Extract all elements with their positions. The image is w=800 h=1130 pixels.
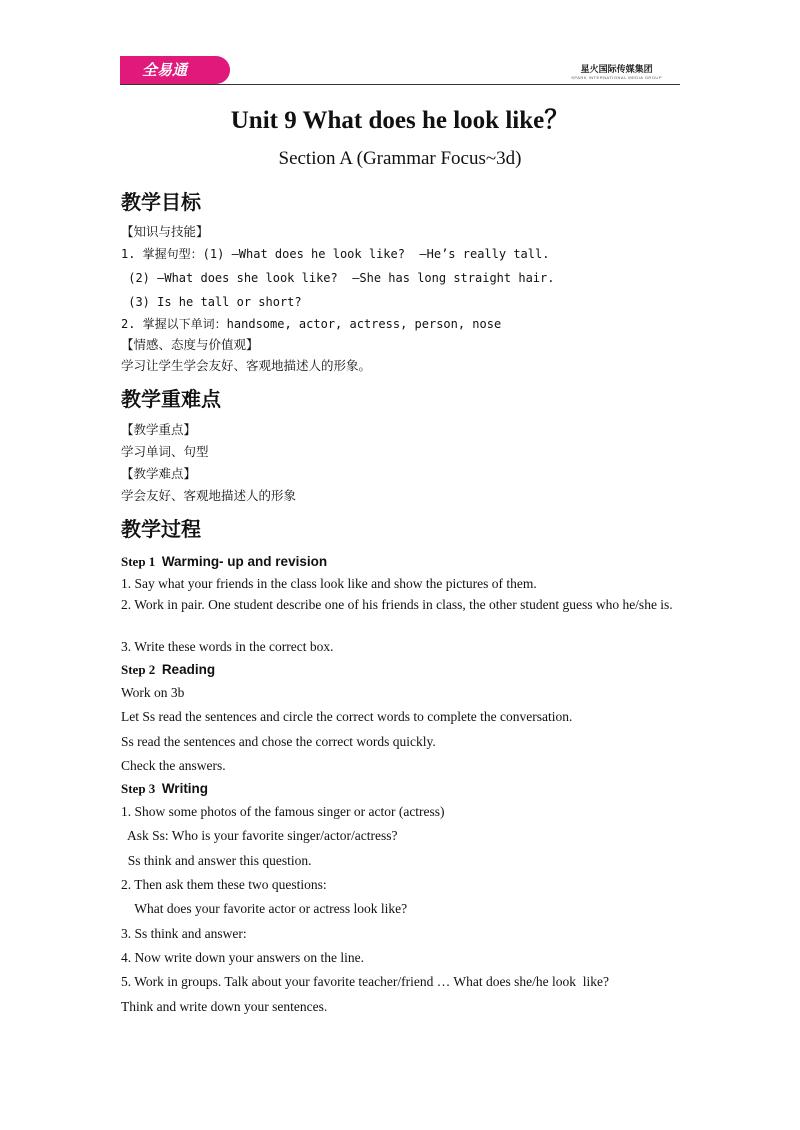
- step-1-number: Step 1: [121, 554, 156, 569]
- publisher-brand: [571, 62, 662, 80]
- objective-line: (2) —What does she look like? —She has long straight hair.: [121, 271, 555, 285]
- objective-line: (3) Is he tall or short?: [121, 295, 302, 309]
- page-title: Unit 9 What does he look like？: [230, 107, 570, 134]
- step-2-line: Check the answers.: [121, 757, 226, 773]
- focus-text: 学习单词、句型: [121, 444, 209, 459]
- step-3-line: What does your favorite actor or actress look like?: [121, 901, 408, 917]
- process-heading: 教学过程: [121, 517, 201, 541]
- publisher-name-cn: 星火国际传媒集团: [580, 65, 653, 75]
- step-3-number: Step 3: [121, 781, 156, 797]
- step-3-line: 5. Work in groups. Talk about your favorite teacher/friend … What does she/he look like?: [121, 974, 609, 990]
- publisher-name-en: SPARK INTERNATIONAL MEDIA GROUP: [571, 75, 662, 80]
- step-3-line: Ss think and answer this question.: [121, 852, 312, 868]
- step-3-line: Ask Ss: Who is your favorite singer/actor/actress?: [121, 828, 398, 844]
- emotion-text: 学习让学生学会友好、客观地描述人的形象。: [121, 358, 372, 373]
- step-3-line: 1. Show some photos of the famous singer or actor (actress): [121, 804, 445, 820]
- brand-logo: 全易通: [120, 56, 230, 84]
- step-1-line: 1. Say what your friends in the class look like and show the pictures of them.: [121, 576, 537, 591]
- objective-line: 2. 掌握以下单词：handsome, actor, actress, person, nose: [121, 317, 502, 331]
- step-2-line: Ss read the sentences and chose the correct words quickly.: [121, 733, 436, 749]
- step-3-heading: [121, 778, 679, 800]
- knowledge-tag: 【知识与技能】: [121, 224, 209, 239]
- step-3-line: 2. Then ask them these two questions:: [121, 877, 327, 893]
- step-3-name: Writing: [161, 781, 209, 797]
- page-subtitle: Section A (Grammar Focus~3d): [278, 148, 522, 169]
- step-1-name: Warming- up and revision: [161, 554, 328, 569]
- step-1-heading: [121, 551, 679, 573]
- focus-tag: 【教学重点】: [121, 422, 197, 437]
- difficulty-text: 学会友好、客观地描述人的形象: [121, 488, 297, 503]
- page-header: [120, 56, 680, 86]
- step-3-line: 3. Ss think and answer:: [121, 925, 247, 941]
- step-3-line: Think and write down your sentences.: [121, 998, 328, 1014]
- step-3-line: 4. Now write down your answers on the line.: [121, 949, 364, 965]
- document-body: [121, 100, 679, 1019]
- step-1-line: 2. Work in pair. One student describe one of his friends in class, the other student guess who he/she is.: [121, 597, 673, 612]
- step-2-line: Work on 3b: [121, 685, 185, 700]
- emotion-tag: 【情感、态度与价值观】: [121, 337, 259, 352]
- step-2-line: Let Ss read the sentences and circle the correct words to complete the conversation.: [121, 709, 573, 725]
- difficulty-tag: 【教学难点】: [121, 466, 197, 481]
- objectives-heading: 教学目标: [121, 190, 201, 214]
- step-1-line: 3. Write these words in the correct box.: [121, 639, 334, 654]
- step-2-heading: [121, 659, 679, 681]
- key-points-heading: 教学重难点: [121, 387, 221, 411]
- step-2-name: Reading: [161, 662, 216, 677]
- objective-line: 1. 掌握句型：(1) —What does he look like? —He’s really tall.: [121, 247, 550, 261]
- step-2-number: Step 2: [121, 662, 156, 677]
- header-divider: [120, 84, 680, 85]
